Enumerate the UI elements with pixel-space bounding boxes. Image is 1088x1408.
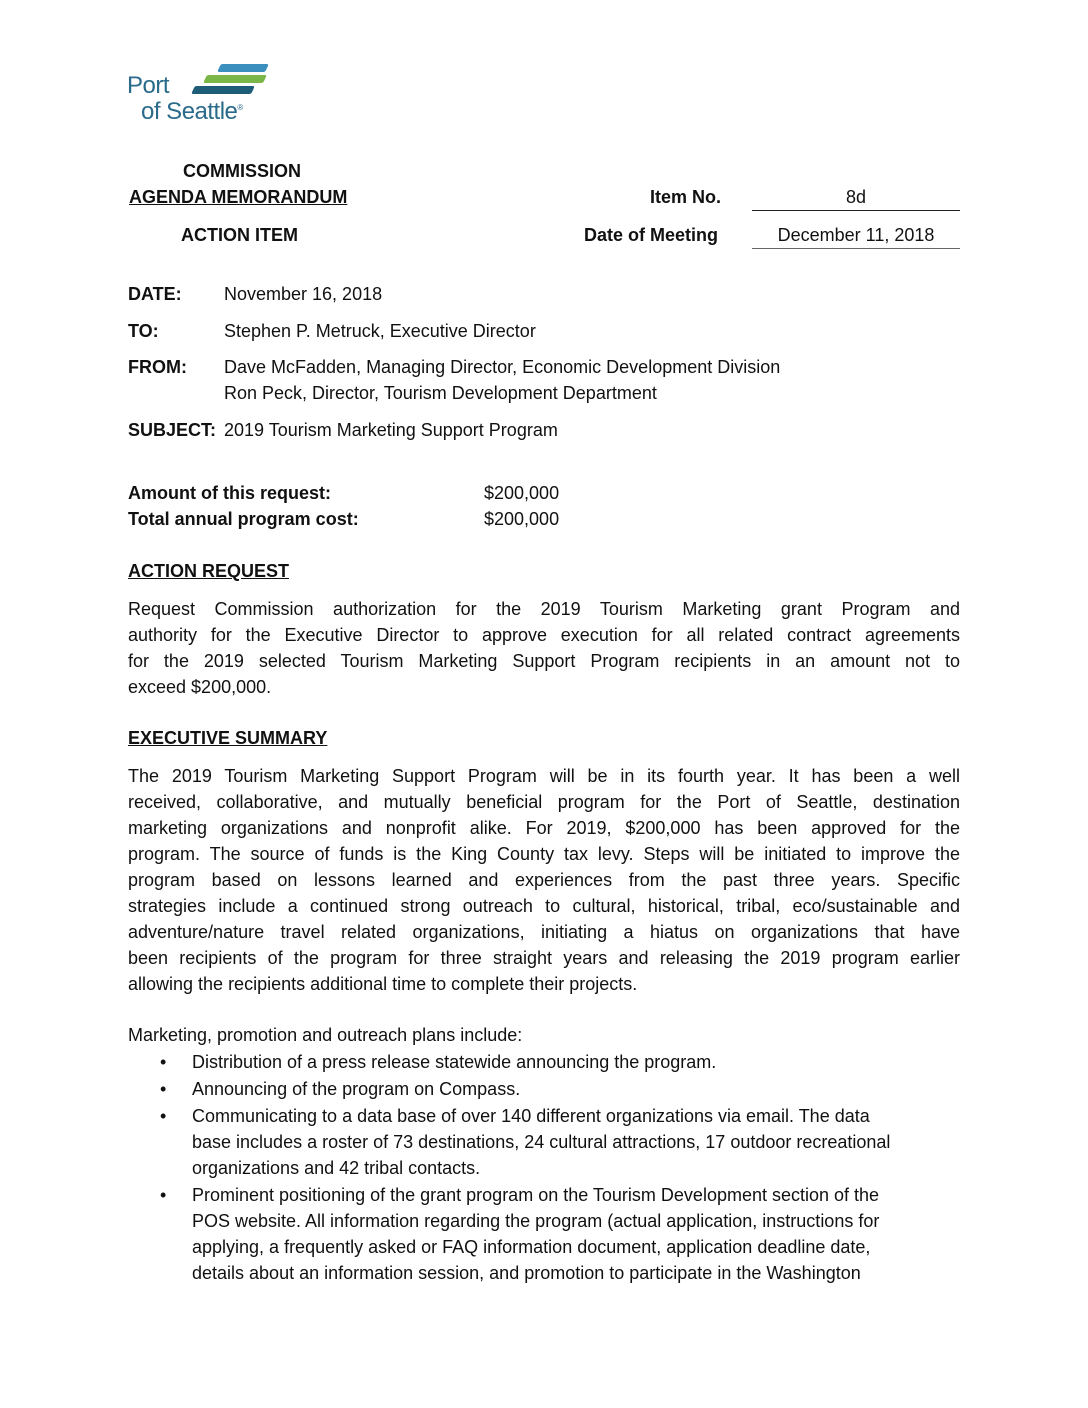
memo-from-value-2: Ron Peck, Director, Tourism Development Department: [224, 383, 657, 403]
paragraph-line: received, collaborative, and mutually beneficial program for the Port of Seattle, destination: [128, 792, 960, 812]
logo-stripe-icon: [191, 86, 255, 94]
bullet-item: [160, 1049, 960, 1075]
bullet-line: details about an information session, and promotion to participate in the Washington: [192, 1263, 861, 1283]
paragraph-line: The 2019 Tourism Marketing Support Program will be in its fourth year. It has been a well: [128, 766, 960, 786]
bullet-line: organizations and 42 tribal contacts.: [192, 1158, 481, 1178]
bullet-line: Distribution of a press release statewide announcing the program.: [192, 1052, 717, 1072]
item-no-value: 8d: [752, 187, 960, 211]
paragraph-line: program based on lessons learned and experiences from the past three years. Specific: [128, 870, 960, 890]
paragraph-line: for the 2019 selected Tourism Marketing Support Program recipients in an amount not to: [128, 651, 960, 671]
logo-text-seattle: [141, 98, 243, 126]
memo-date-value: November 16, 2018: [224, 284, 383, 304]
paragraph-line: adventure/nature travel related organizations, initiating a hiatus on organizations that have: [128, 922, 960, 942]
paragraph-line: Request Commission authorization for the 2019 Tourism Marketing grant Program and: [128, 599, 960, 619]
paragraph-line: been recipients of the program for three straight years and releasing the 2019 program earlier: [128, 948, 960, 968]
memo-to-label: TO:: [128, 321, 159, 341]
bullet-item: [160, 1076, 960, 1102]
memo-subject-label: SUBJECT:: [128, 420, 217, 440]
plans-intro: Marketing, promotion and outreach plans include:: [128, 1025, 523, 1045]
header-commission: COMMISSION: [183, 161, 302, 181]
paragraph-line: strategies include a continued strong outreach to cultural, historical, tribal, eco/sustainable and: [128, 896, 960, 916]
bullet-item: [160, 1182, 960, 1286]
executive-summary-paragraph: [128, 763, 960, 997]
executive-summary-heading: EXECUTIVE SUMMARY: [128, 728, 328, 748]
paragraph-line: allowing the recipients additional time to complete their projects.: [128, 974, 638, 994]
memo-to-value: Stephen P. Metruck, Executive Director: [224, 321, 536, 341]
bullet-icon: •: [160, 1185, 167, 1205]
paragraph-line: exceed $200,000.: [128, 677, 272, 697]
amount-total-label: Total annual program cost:: [128, 509, 359, 529]
memo-from-label: FROM:: [128, 357, 187, 377]
logo-text-seattle-label: of Seattle: [141, 98, 238, 125]
logo-stripe-icon: [203, 75, 267, 83]
bullet-line: POS website. All information regarding the program (actual application, instructions for: [192, 1211, 880, 1231]
amount-total-value: $200,000: [484, 509, 560, 529]
bullet-icon: •: [160, 1106, 167, 1126]
action-request-paragraph: [128, 596, 960, 700]
bullet-icon: •: [160, 1079, 167, 1099]
date-of-meeting-value: December 11, 2018: [752, 225, 960, 249]
action-request-heading: ACTION REQUEST: [128, 561, 290, 581]
plans-bullet-list: [160, 1049, 960, 1287]
logo-text-port: Port: [127, 72, 170, 99]
port-of-seattle-logo: [127, 62, 272, 128]
logo-stripe-icon: [217, 64, 269, 72]
header-action-item: ACTION ITEM: [181, 225, 298, 245]
bullet-line: applying, a frequently asked or FAQ information document, application deadline date,: [192, 1237, 871, 1257]
paragraph-line: authority for the Executive Director to approve execution for all related contract agreements: [128, 625, 960, 645]
memo-subject-value: 2019 Tourism Marketing Support Program: [224, 420, 558, 440]
bullet-line: Prominent positioning of the grant program on the Tourism Development section of the: [192, 1185, 880, 1205]
bullet-icon: •: [160, 1052, 167, 1072]
amount-request-value: $200,000: [484, 483, 560, 503]
memo-date-label: DATE:: [128, 284, 182, 304]
bullet-item: [160, 1103, 960, 1181]
date-of-meeting-label: Date of Meeting: [584, 225, 719, 245]
bullet-line: Announcing of the program on Compass.: [192, 1079, 521, 1099]
memo-from-value-1: Dave McFadden, Managing Director, Economic Development Division: [224, 357, 781, 377]
paragraph-line: marketing organizations and nonprofit alike. For 2019, $200,000 has been approved for the: [128, 818, 960, 838]
bullet-line: base includes a roster of 73 destinations, 24 cultural attractions, 17 outdoor recreational: [192, 1132, 891, 1152]
registered-mark: ®: [237, 103, 243, 112]
amount-request-label: Amount of this request:: [128, 483, 331, 503]
header-agenda-memorandum: AGENDA MEMORANDUM: [129, 187, 348, 207]
paragraph-line: program. The source of funds is the King County tax levy. Steps will be initiated to improve the: [128, 844, 960, 864]
bullet-line: Communicating to a data base of over 140 different organizations via email. The data: [192, 1106, 870, 1126]
item-no-label: Item No.: [650, 187, 722, 207]
